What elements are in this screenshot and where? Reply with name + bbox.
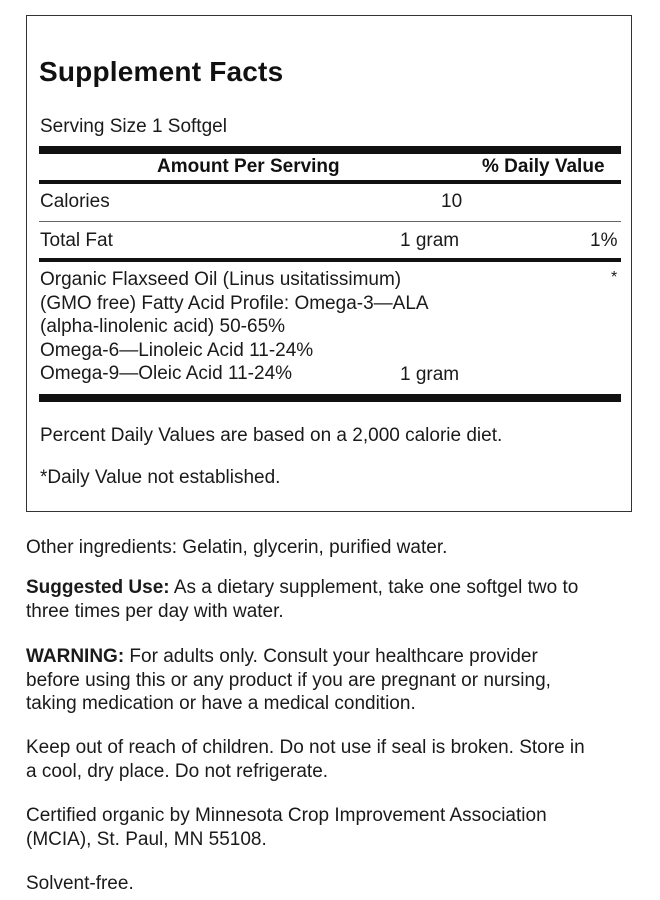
ingredient-description [40, 268, 429, 386]
row-total-fat-dv: 1% [590, 230, 618, 251]
warning-label: WARNING: [26, 646, 125, 667]
certification-text: Certified organic by Minnesota Crop Improvement Association [26, 805, 547, 826]
footnote-not-established: *Daily Value not established. [40, 467, 281, 488]
suggested-use [26, 576, 636, 623]
warning-text: before using this or any product if you are pregnant or nursing, [26, 669, 551, 691]
ingredient-line: (GMO free) Fatty Acid Profile: Omega-3—ALA [40, 292, 429, 314]
row-total-fat-amount: 1 gram [400, 230, 460, 251]
ingredient-line: Omega-6—Linoleic Acid 11-24% [40, 339, 314, 361]
divider-ingredients [39, 258, 621, 262]
certification-text: (MCIA), St. Paul, MN 55108. [26, 828, 267, 850]
ingredient-amount: 1 gram [400, 364, 460, 385]
footnote-daily-values: Percent Daily Values are based on a 2,000 calorie diet. [40, 425, 503, 446]
facts-title: Supplement Facts [39, 56, 284, 87]
row-calories-amount: 10 [441, 191, 463, 212]
divider-thick-bottom [39, 394, 621, 402]
storage-text: Keep out of reach of children. Do not use if seal is broken. Store in [26, 737, 585, 758]
warning-text: For adults only. Consult your healthcare provider [124, 646, 538, 667]
header-amount-per-serving: Amount Per Serving [157, 156, 340, 177]
serving-size: Serving Size 1 Softgel [40, 116, 227, 137]
solvent-free: Solvent-free. [26, 873, 134, 894]
divider-header [39, 180, 621, 184]
row-calories-name: Calories [40, 191, 110, 212]
ingredient-line: (alpha-linolenic acid) 50-65% [40, 316, 286, 337]
supplement-facts-panel [26, 15, 632, 512]
warning-text: taking medication or have a medical condition. [26, 693, 416, 714]
suggested-use-text: As a dietary supplement, take one softgel two to [169, 577, 579, 598]
storage-text: a cool, dry place. Do not refrigerate. [26, 760, 329, 782]
row-total-fat-name: Total Fat [40, 230, 113, 251]
divider-row [39, 221, 621, 222]
ingredient-line: Omega-9—Oleic Acid 11-24% [40, 363, 293, 384]
divider-thick-top [39, 146, 621, 154]
suggested-use-label: Suggested Use: [26, 577, 170, 598]
certification [26, 804, 636, 851]
storage-instructions [26, 736, 636, 783]
suggested-use-text: three times per day with water. [26, 600, 284, 622]
ingredient-dv-asterisk: * [611, 269, 618, 286]
warning [26, 645, 636, 716]
ingredient-line: Organic Flaxseed Oil (Linus usitatissimum) [40, 269, 402, 290]
header-daily-value: % Daily Value [482, 156, 605, 177]
other-ingredients: Other ingredients: Gelatin, glycerin, purified water. [26, 537, 448, 558]
